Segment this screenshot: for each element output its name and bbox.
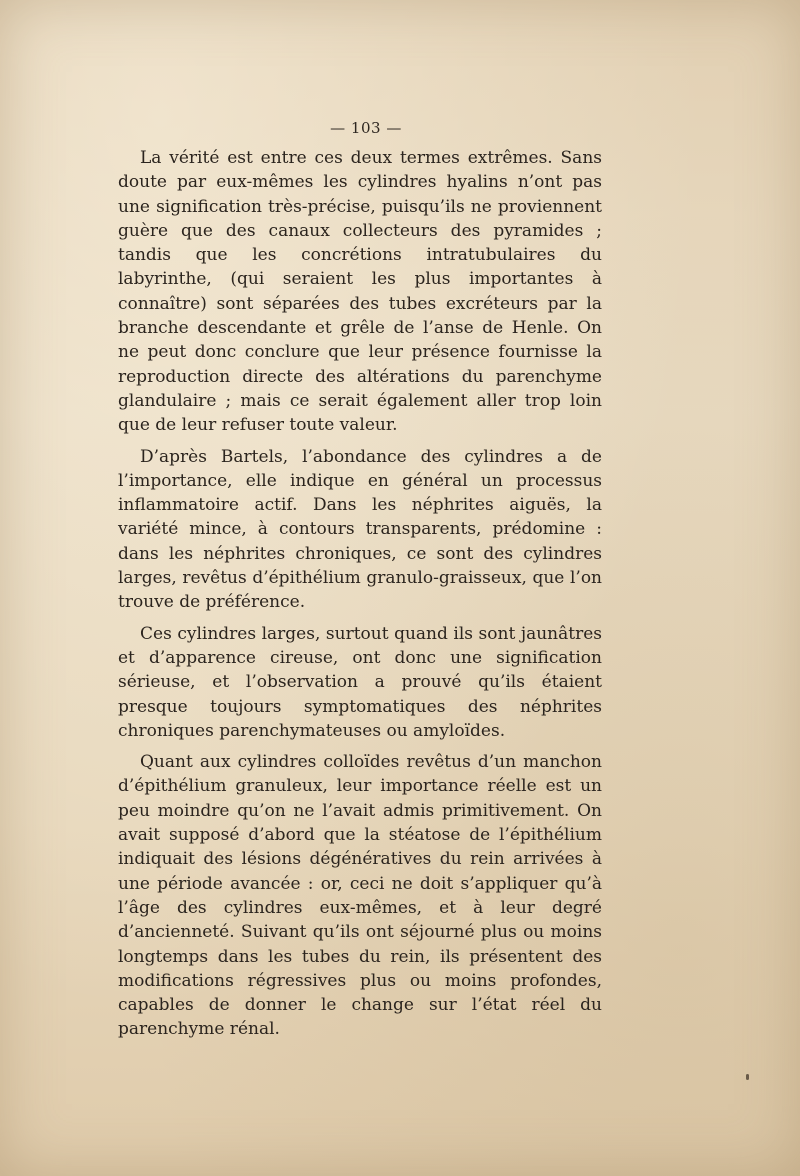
page-number: — 103 — <box>330 119 402 137</box>
paragraph-4: Quant aux cylindres colloïdes revêtus d’un manchon d’épithélium granuleux, leur importance réelle est un peu moindre qu’on ne l’avait admis primitivement. On avait supposé d’abord que la stéatose de l’épithélium indiquait des lésions dégénératives du rein arrivées à une période avancée : or, ceci ne doit s’appliquer qu’à l’âge des cylindres eux-mêmes, et à leur degré d’ancienneté. Suivant qu’ils ont séjourné plus ou moins longtemps dans les tubes du rein, ils présentent des modifications régressives plus ou moins profondes, capables de donner le change sur l’état réel du parenchyme rénal. <box>118 752 602 1040</box>
paper-speck <box>746 1074 749 1080</box>
paragraph-1: La vérité est entre ces deux termes extrêmes. Sans doute par eux-mêmes les cylindres hyalins n’ont pas une signification très-précise, puisqu’ils ne proviennent guère que des canaux collecteurs des pyramides ; tandis que les concrétions intratubulaires du labyrinthe, (qui seraient les plus importantes à connaître) sont séparées des tubes excréteurs par la branche descendante et grêle de l’anse de Henle. On ne peut donc conclure que leur présence fournisse la reproduction directe des altérations du parenchyme glandulaire ; mais ce serait également aller trop loin que de leur refuser toute valeur. <box>118 148 602 436</box>
body-text <box>118 146 602 1042</box>
paragraph-3: Ces cylindres larges, surtout quand ils sont jaunâtres et d’apparence cireuse, ont donc une signification sérieuse, et l’observation a prouvé qu’ils étaient presque toujours symptomatiques des néphrites chroniques parenchymateuses ou amyloïdes. <box>118 623 602 741</box>
paragraph-2: D’après Bartels, l’abondance des cylindres a de l’importance, elle indique en général un processus inflammatoire actif. Dans les néphrites aiguës, la variété mince, à contours transparents, prédomine : dans les néphrites chroniques, ce sont des cylindres larges, revêtus d’épithélium granulo-graisseux, que l’on trouve de préférence. <box>118 446 602 613</box>
